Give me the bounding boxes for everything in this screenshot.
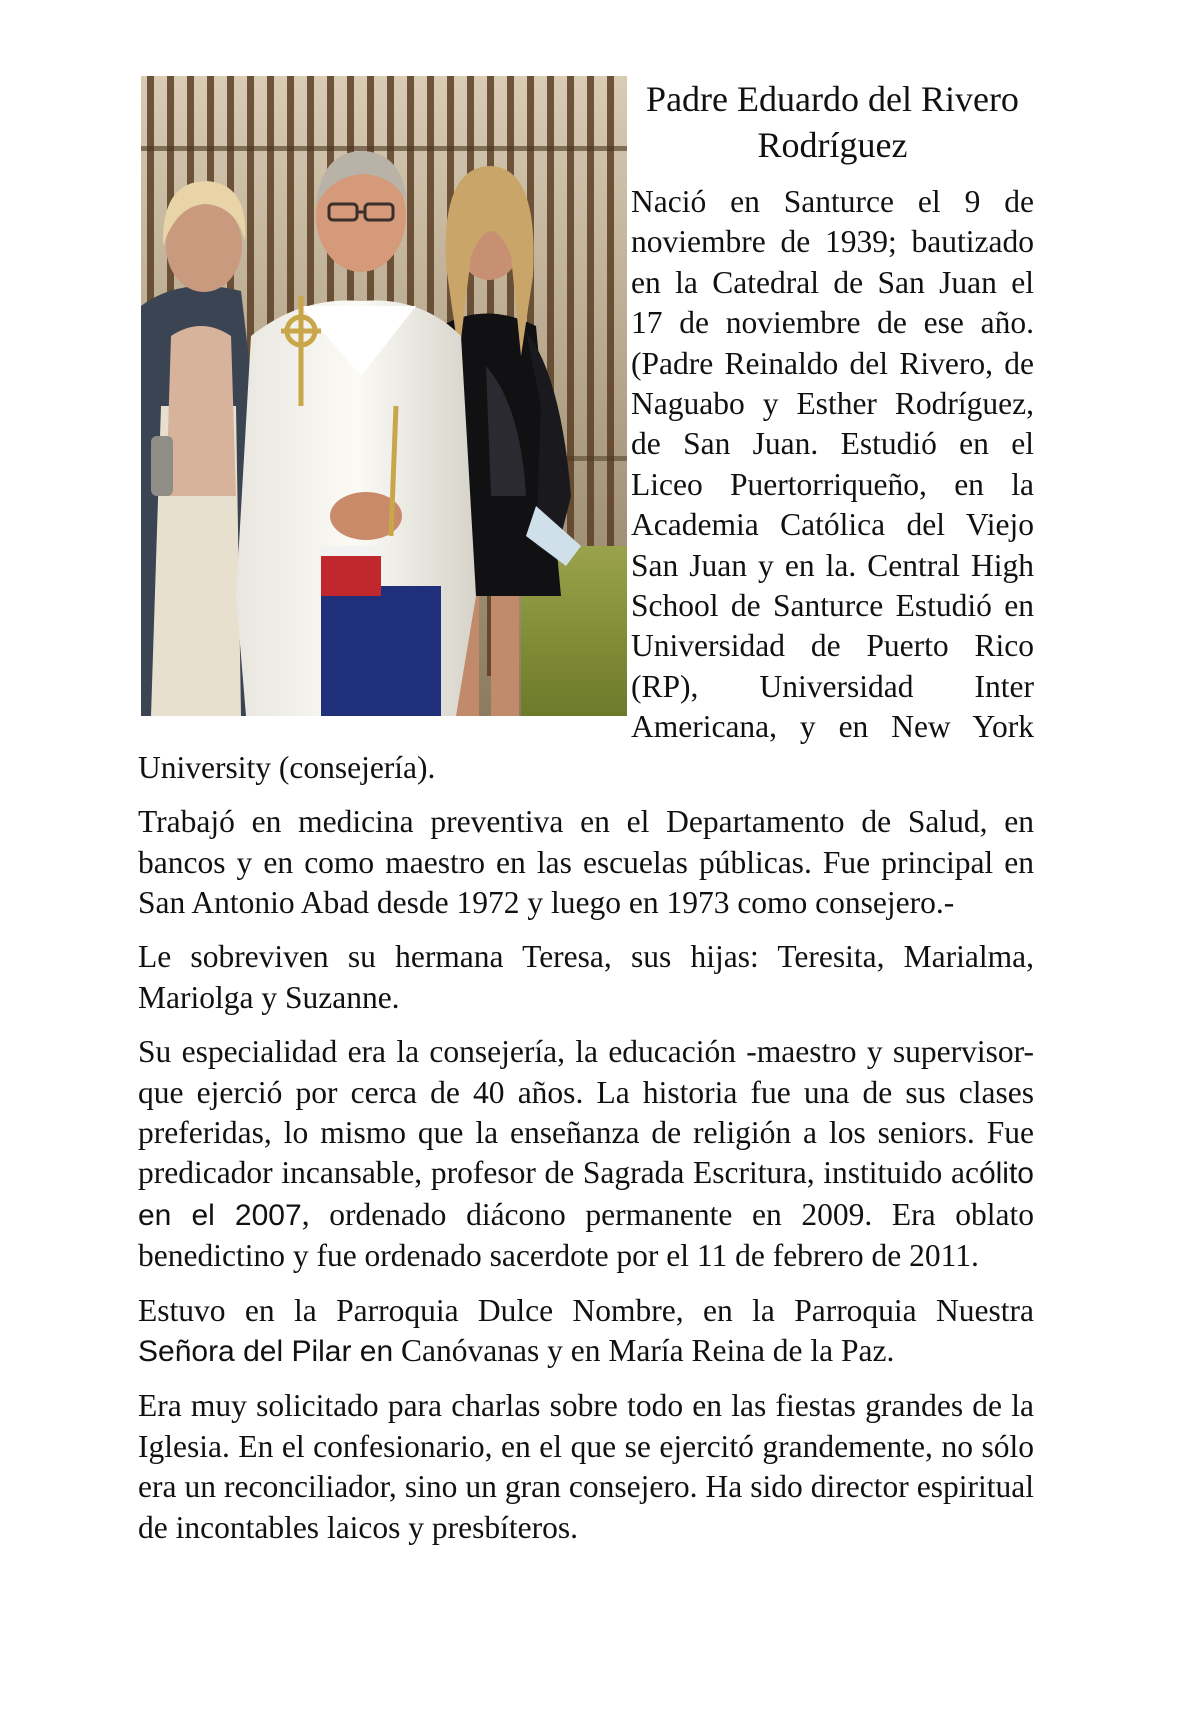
paragraph-parishes <box>138 1291 1034 1373</box>
paragraph-work-history: Trabajó en medicina preventiva en el Departamento de Salud, en bancos y en como maestro en las escuelas públicas. Fue principal en San Antonio Abad desde 1972 y luego en 1973 como consejero.- <box>138 804 1034 920</box>
title-line-2: Rodríguez <box>757 125 908 165</box>
paragraph-ministry <box>138 1032 1034 1276</box>
document-page <box>138 76 1034 1562</box>
paragraph-biography-birth-education: Nació en Santurce el 9 de noviembre de 1939; bautizado en la Catedral de San Juan el 17 de noviembre de ese año. (Padre Reinaldo del Rivero, de Naguabo y Esther Rodríguez, de San Juan. Estudió en el Liceo Puertorriqueño, en la Academia Católica del Viejo San Juan y en la. Central High School de Santurce Estudió en Universidad de Puerto Rico (RP), Universidad Inter Americana, y en New York University (consejería). <box>138 184 1034 785</box>
ministry-text-a: Su especialidad era la consejería, la educación -maestro y supervisor- que ejerció por cerca de 40 años. La historia fue una de sus clases preferidas, lo mismo que la enseñanza de religión a los seniors. Fue predicador incansable, profesor de Sagrada Escritura, instituido ac <box>138 1034 1034 1191</box>
parishes-text-c: Canóvanas y en María Reina de la Paz. <box>393 1332 895 1368</box>
ministry-text-b: ólito en el 2007 <box>138 1157 1034 1232</box>
ministry-text-c: , ordenado diácono permanente en 2009. Era oblato benedictino y fue ordenado sacerdote por el 11 de febrero de 2011. <box>138 1196 1034 1274</box>
photo-illustration <box>141 76 627 716</box>
paragraph-survivors: Le sobreviven su hermana Teresa, sus hijas: Teresita, Marialma, Mariolga y Suzanne. <box>138 939 1034 1015</box>
parishes-text-b: Señora del Pilar en <box>138 1334 394 1368</box>
paragraph-spiritual-direction: Era muy solicitado para charlas sobre todo en las fiestas grandes de la Iglesia. En el confesionario, en el que se ejercitó grandemente, no sólo era un reconciliador, sino un gran consejero. Ha sido director espiritual de incontables laicos y presbíteros. <box>138 1388 1034 1545</box>
title-line-1: Padre Eduardo del Rivero <box>646 79 1019 119</box>
photo-priest-with-parishioners <box>141 76 627 716</box>
parishes-text-a: Estuvo en la Parroquia Dulce Nombre, en la Parroquia Nuestra <box>138 1292 1034 1328</box>
